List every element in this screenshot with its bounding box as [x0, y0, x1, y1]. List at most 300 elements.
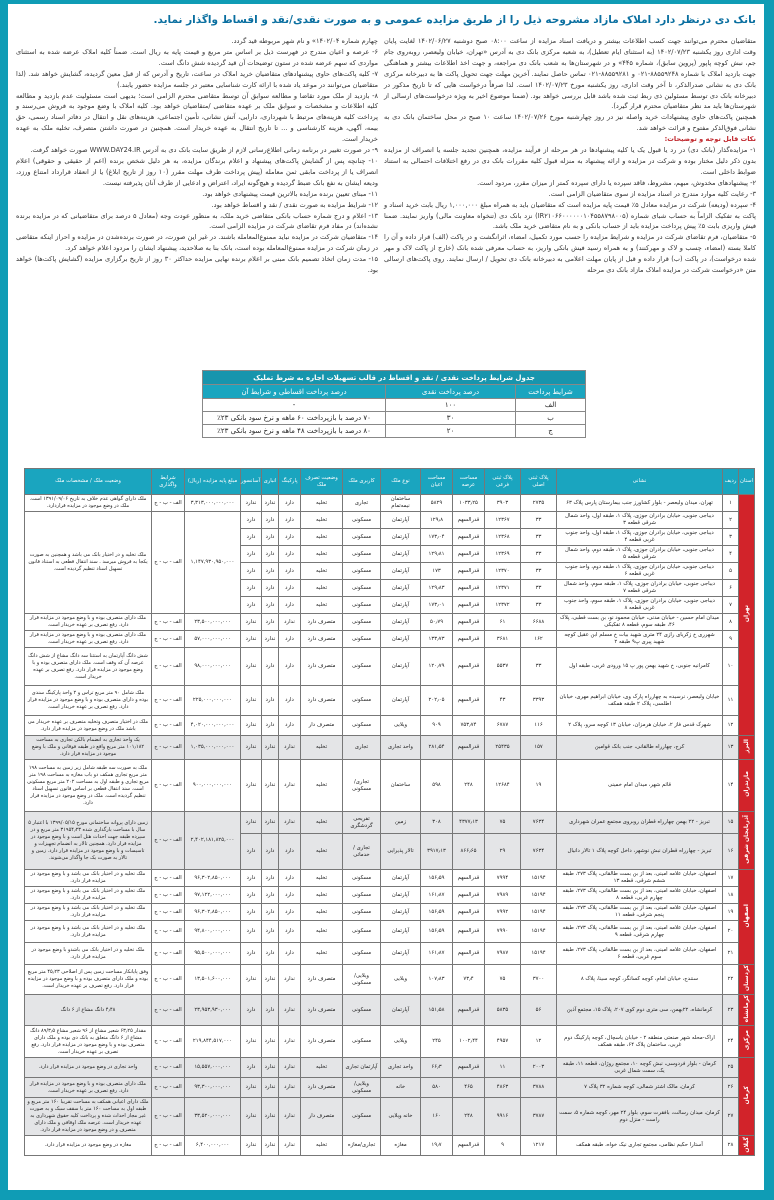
land-area: ۷۳٫۴ [453, 965, 485, 995]
base-price: ۲,۴۰۲,۱۸۱,۸۲۵,۰۰۰ [185, 812, 241, 870]
province-cell [739, 495, 755, 736]
sub-plate: ۷۹۹۲ [485, 904, 521, 921]
transfer-terms: الف - ب - ج [152, 512, 185, 614]
sub-plate: ۱۲۳۶۷ [485, 512, 521, 529]
property-type: آپارتمان [381, 904, 421, 921]
building-area: ۱۷۳٫۰۱ [421, 597, 453, 614]
table-row [25, 995, 755, 1026]
table-row [25, 921, 755, 943]
building-area: ۱۲۹٫۸۳ [421, 580, 453, 597]
table-header-cell: آسانسور [241, 469, 262, 495]
occupancy-status: متصرف دار [301, 1098, 343, 1136]
province-cell [739, 812, 755, 870]
note-item: ۱۵- مدت زمان اتخاذ تصمیم بانک مبنی بر اعلام برنده نهایی مزایده حداکثر ۳۰ روز از تاریخ برگزاری مزایده (گشایش پاکت‌ها) خواهد بود. [16, 255, 378, 275]
sub-plate: ۹۹۱۶ [485, 1098, 521, 1136]
land-area: ۴۳۷۷٫۱۳ [453, 812, 485, 834]
building-area: ۱۶۱٫۸۷ [421, 943, 453, 965]
table-row [25, 1026, 755, 1058]
building-area: ۵۹۸ [421, 760, 453, 812]
property-use: آپارتمان تجاری [343, 1058, 381, 1078]
property-type: خانه ویلایی [381, 1098, 421, 1136]
occupancy-status: تخلیه [301, 834, 343, 870]
base-price: ۳,۳۱۳,۰۰۰,۰۰۰,۰۰۰ [185, 495, 241, 512]
main-plate: ۳۳ [521, 580, 557, 597]
address: دیباجی جنوبی، خیابان برادران جوزی، پلاک ۱، طبقه سوم، واحد شمال شرقی قطعه ۷ [557, 580, 723, 597]
payment-cell: ب [516, 412, 586, 425]
occupancy-status: تخلیه [301, 870, 343, 887]
property-type: آپارتمان [381, 512, 421, 529]
note-item: ۱۰- چنانچه پس از گشایش پاکت‌های پیشنهاد و اعلام برندگان مزایده، به هر دلیل شخص برنده (اعم از حقیقی و حقوقی) اعلام انصراف یا از پرداخت مابقی ثمن معامله (پیش پرداخت ظرف مهلت مقرر (۱۰ روز از تاریخ ابلاغ) یا از انعقاد قرارداد امتناع ورزد، ودیعه ایشان به نفع بانک ضبط گردیده و هیچ‌گونه ایراد، اعتراض و ادعایی از طرف آنان پذیرفته نیست. [16, 156, 378, 187]
address: شهرک قدس فاز ۲، خیابان هرمزان، خیابان ۱۳ کوچه سرو، پلاک ۲ [557, 716, 723, 736]
building-area: ۱۷۳٫۰۴ [421, 529, 453, 546]
address: اصفهان، خیابان علامه امینی، بعد از بن بست طالقانی، پلاک ۲۷۳، طبقه چهارم شرقی، قطعه ۹ [557, 921, 723, 943]
main-plate: ۱۶۲ [521, 631, 557, 648]
table-row [25, 1058, 755, 1078]
property-use: مسکونی [343, 529, 381, 546]
elevator: دارد [241, 563, 262, 580]
note-item: ۳- رعایت کلیه موارد مندرج در اسناد مزایده از سوی متقاضیان الزامی است. [548, 189, 756, 198]
note-item: ۴- سپرده (ودیعه) شرکت در مزایده معادل ۵٪ قیمت پایه مزایده است که متقاضیان باید به همراه مبلغ ۱,۰۰۰,۰۰۰ ریال بابت خرید اسناد و پاکت به تفکیک الزاماً به حساب شبای شماره (IR۲۱۰۶۶۰۰۰۰۰۰۱۰۴۵۵۸۷۹۸۰۰۵) نزد بانک دی (تنخواه معاونت مالی) واریز نمایند. ضمنا فیش واریزی بابت ۵٪ پیش پرداخت مزایده باید از حساب بانکی و به نام متقاضی خرید ملک باشد. [384, 200, 756, 231]
address: میدان امام حسین - خیابان مدنی، خیابان محمود نو، بن بست قطبی، پلاک ۴۶، طبقه سوم، قطعه ۸ تفکیکی [557, 614, 723, 631]
base-price: ۲۳,۹۵۳,۹۳۰,۰۰۰ [185, 995, 241, 1026]
building-area: ۱۷۳ [421, 563, 453, 580]
land-area: ۲۴۸ [453, 1098, 485, 1136]
occupancy-status: متصرف دارد [301, 1026, 343, 1058]
frame-border-top [0, 0, 774, 4]
elevator: ندارد [241, 965, 262, 995]
property-use: مسکونی [343, 1026, 381, 1058]
base-price: ۴,۰۲۰,۰۰۰,۰۰۰,۰۰۰ [185, 716, 241, 736]
parking: دارد [279, 887, 301, 904]
frame-border-right [764, 0, 774, 1200]
land-area: ۷۵۳٫۷۴ [453, 716, 485, 736]
main-plate: ۱۵۱۹۴ [521, 921, 557, 943]
elevator: دارد [241, 887, 262, 904]
property-type: آپارتمان [381, 580, 421, 597]
note-item: ۶- عرصه و اعیان مندرج در فهرست ذیل بر اساس متر مربع و قیمت پایه به ریال است. ضمناً کلیه املاک عرضه شده به استثنای مواردی که سهم عرضه شده در ستون توضیحات آن قید گردیده شش دانگ است. [16, 47, 378, 67]
main-plate: ۲۰۰۳ [521, 1058, 557, 1078]
transfer-terms: الف - ب - ج [152, 495, 185, 512]
province-label: کرمانشاه [743, 995, 750, 1023]
sub-plate: ۶۱ [485, 614, 521, 631]
building-area: ۱۶۱٫۸۷ [421, 887, 453, 904]
property-use: تجاری [343, 495, 381, 512]
property-description: ملک تخلیه و در اختیار بانک می باشد و با وضع موجود در مزایده قرار دارد. [25, 870, 152, 887]
table-row [25, 686, 755, 716]
land-area: ۸۶۶٫۶۵ [453, 834, 485, 870]
elevator: دارد [241, 921, 262, 943]
base-price: ۲۲۵,۰۰۰,۰۰۰,۰۰۰ [185, 686, 241, 716]
land-area: قدرالسهم [453, 904, 485, 921]
storage: دارد [262, 887, 279, 904]
property-description: واحد تجاری در وضع موجود در مزایده قرار دارد. [25, 1058, 152, 1078]
note-item: ۱۴- متقاضیان شرکت در مزایده نباید ممنوع‌المعامله باشند. در غیر این صورت، در صورت برنده‌شدن در مزایده و احراز اینکه متقاضی در زمان شرکت در مزایده ممنوع‌المعامله بوده است، بانک بنا به صلاحدید، پیشنهاد ایشان را مردود اعلام خواهد کرد. [16, 233, 378, 253]
table-header-cell: شرایط واگذاری [152, 469, 185, 495]
sub-plate: ۷۹۹۴ [485, 870, 521, 887]
property-use: ویلایی/مسکونی [343, 1078, 381, 1098]
building-area: ۳۹۱۷٫۱۳ [421, 834, 453, 870]
property-use: تجاری/مسکونی [343, 760, 381, 812]
main-plate: ۱۹ [521, 760, 557, 812]
property-description: ملک دارای گواهی عدم خلاف به تاریخ ۱۳۹۱/۰۹/۰۶ است. ملک در وضع موجود در مزایده قراردارد. [25, 495, 152, 512]
province-label: تهران [743, 604, 750, 623]
address: شهرری خ زکریای رازی ۲۴ متری شهید بیات خ مسلم ابن عقیل کوچه شهید پیری پ۹ طبقه ۲ [557, 631, 723, 648]
payment-row [203, 399, 586, 412]
storage: دارد [262, 580, 279, 597]
land-area: قدرالسهم [453, 529, 485, 546]
row-number: ۱۶ [723, 834, 739, 870]
building-area: ۵۸۰ [421, 1078, 453, 1098]
property-type: ویلایی [381, 965, 421, 995]
sub-plate: ۷۹۸۷ [485, 943, 521, 965]
occupancy-status: متصرف دارد [301, 1078, 343, 1098]
auction-announcement [14, 6, 760, 1191]
property-type: مغازه [381, 1136, 421, 1156]
storage: دارد [262, 686, 279, 716]
parking: ندارد [279, 1098, 301, 1136]
table-row [25, 1098, 755, 1136]
property-description: ملک به صورت سه طبقه شامل زیر زمین به مساحت ۱۹۸ متر مربع تجاری همکف دو باب مغازه به مساحت ۱۹۸ متر مربع تجاری و طبقه اول به مساحت ۲۰۲ متر مربع مسکونی است. سند انتقال قطعی بر اساس قانون تسهیل اسناد تنظیم گردیده است. ملک در وضع موجود در مزایده قرار دارد. [25, 760, 152, 812]
storage: دارد [262, 648, 279, 686]
storage: دارد [262, 716, 279, 736]
property-type: تالار پذیرایی [381, 834, 421, 870]
payment-table-caption: جدول شرایط پرداخت نقدی / نقد و اقساط در قالب تسهیلات اجاره به شرط تملیک [203, 371, 586, 385]
parking: دارد [279, 597, 301, 614]
parking: ندارد [279, 812, 301, 834]
land-area: قدرالسهم [453, 631, 485, 648]
building-area: ۱۹٫۷ [421, 1136, 453, 1156]
storage: دارد [262, 512, 279, 529]
property-description: مغازه در وضع موجود در مزایده قرار دارد. [25, 1136, 152, 1156]
property-use: تفریحی گردشگری [343, 812, 381, 834]
property-description: ملک تخلیه و در اختیار بانک می باشد و با وضع موجود در مزایده قرار دارد. [25, 904, 152, 921]
payment-header: درصد پرداخت اقساطی و شرایط آن [203, 385, 386, 399]
parking: دارد [279, 529, 301, 546]
elevator: ندارد [241, 1136, 262, 1156]
transfer-terms: الف - ب - ج [152, 760, 185, 812]
payment-row [203, 412, 586, 425]
storage: ندارد [262, 1136, 279, 1156]
parking: ندارد [279, 1078, 301, 1098]
province-cell [739, 1026, 755, 1058]
building-area: ۱۲۰٫۷۹ [421, 648, 453, 686]
parking: ندارد [279, 965, 301, 995]
province-label: کرمان [743, 1086, 750, 1105]
table-header-cell: پارکینگ [279, 469, 301, 495]
land-area: قدرالسهم [453, 887, 485, 904]
row-number: ۲ [723, 512, 739, 529]
land-area: قدرالسهم [453, 512, 485, 529]
property-description: ملک دارای متصرف بوده و با وضع موجود در مزایده قرار دارد. رفع تصرف بر عهده خریدار است. [25, 631, 152, 648]
parking: دارد [279, 921, 301, 943]
sub-plate: ۵۸۳۵ [485, 995, 521, 1026]
occupancy-status: متصرف دارد [301, 648, 343, 686]
headline: بانک دی درنظر دارد املاک مازاد مشروحه ذیل را از طریق مزایده عمومی و به صورت نقدی/نقد و اقساط واگذار نماید. [153, 14, 756, 26]
note-item: چهارم شماره ۱۴۰۲/۰۴» و نام شهر مربوطه قید گردد. [231, 37, 378, 45]
occupancy-status: تخلیه [301, 887, 343, 904]
storage: دارد [262, 546, 279, 563]
payment-cell: ۷۰ درصد با بازپرداخت ۶۰ ماهه و نرخ سود بانکی ۲۳٪ [203, 412, 386, 425]
parking: ندارد [279, 1058, 301, 1078]
row-number: ۵ [723, 563, 739, 580]
parking: دارد [279, 563, 301, 580]
transfer-terms: الف - ب - ج [152, 736, 185, 760]
property-description: وفق پایانکار مساحت زمین پس از اصلاحی ۴۵٫۲۳ متر مربع بوده و ملک دارای متصرف بوده و با وضع موجود در مزایده قرار دارد. رفع تصرف بر عهده خریدار است. [25, 965, 152, 995]
parking: دارد [279, 716, 301, 736]
base-price: ۹۳,۳۰۰,۰۰۰,۰۰۰ [185, 1078, 241, 1098]
property-type: آپارتمان [381, 648, 421, 686]
land-area: قدرالسهم [453, 943, 485, 965]
main-plate: ۳۷۰۰ [521, 965, 557, 995]
table-header-cell: مساحت اعیان [421, 469, 453, 495]
property-description: ملک شامل ۹۰ متر مربع تراس و ۲ واحد پارکینگ سندی بوده و دارای متصرف بوده و با وضع موجود در مزایده قرار دارد. رفع تصرف بر عهده خریدار است. [25, 686, 152, 716]
land-area: قدرالسهم [453, 921, 485, 943]
storage: دارد [262, 870, 279, 887]
base-price: ۹۶,۳۰۲,۸۵۰,۰۰۰ [185, 870, 241, 887]
sub-plate: ۵۵۳۷ [485, 648, 521, 686]
base-price: ۱۳,۵۰۱,۶۰۰,۰۰۰ [185, 965, 241, 995]
province-label: مازندران [743, 771, 750, 797]
elevator: ندارد [241, 1026, 262, 1058]
land-area: ۲۴۸ [453, 760, 485, 812]
main-plate: ۱۵۱۹۴ [521, 870, 557, 887]
occupancy-status: متصرف دارد [301, 631, 343, 648]
land-area: قدرالسهم [453, 995, 485, 1026]
property-description: مقدار ۶۳٫۲۵ شعیر مشاع از ۹۶ شعیر مشاع ۸۹/۳٫۵ دانگ مشاع از ۶ دانگ متعلق به بانک دی بوده و ملک دارای متصرف بوده و با وضع موجود در مزایده قرار دارد. رفع تصرف بر عهده خریدار است. [25, 1026, 152, 1058]
property-type: آپارتمان [381, 597, 421, 614]
payment-cell: ۸۰ درصد با بازپرداخت ۴۸ ماهه و نرخ سود بانکی ۲۳٪ [203, 425, 386, 438]
property-use: مسکونی [343, 870, 381, 887]
payment-cell: ۳۰ [386, 412, 516, 425]
row-number: ۳ [723, 529, 739, 546]
row-number: ۲۶ [723, 1078, 739, 1098]
table-row [25, 965, 755, 995]
parking: دارد [279, 546, 301, 563]
province-cell [739, 995, 755, 1026]
province-cell [739, 760, 755, 812]
row-number: ۲۰ [723, 921, 739, 943]
occupancy-status: متصرف دارد [301, 686, 343, 716]
parking: ندارد [279, 736, 301, 760]
building-area: ۱۳۳٫۷۳ [421, 631, 453, 648]
address: اصفهان، خیابان علامه امینی، بعد از بن بست طالقانی، پلاک ۲۷۳، طبقه سوم غربی، قطعه ۶ [557, 943, 723, 965]
address: کرمان - بلوار فردوسی، نبش کوچه ۱۰، مجتمع روژان، قطعه ۱۱، طبقه یک، سمت شمال غربی [557, 1058, 723, 1078]
province-label: گیلان [743, 1136, 750, 1153]
province-label: کردستان [743, 965, 750, 992]
table-row [25, 512, 755, 529]
transfer-terms: الف - ب - ج [152, 887, 185, 904]
row-number: ۱ [723, 495, 739, 512]
property-type: ویلایی [381, 716, 421, 736]
table-row [25, 1078, 755, 1098]
occupancy-status: تخلیه [301, 580, 343, 597]
row-number: ۲۳ [723, 995, 739, 1026]
payment-header: شرایط پرداخت [516, 385, 586, 399]
building-area: ۱۵۶٫۵۹ [421, 870, 453, 887]
row-number: ۱۵ [723, 812, 739, 834]
property-use: تجاری [343, 736, 381, 760]
address: اراک-محله شهر صنعتی منطقه ۲ - خیابان یاسچال، کوچه پارکینگ دوم غربی، ساختمان پلاک ۶۴، طبقه همکف [557, 1026, 723, 1058]
elevator: ندارد [241, 631, 262, 648]
base-price: ۲۱۹,۸۴۴,۵۱۷,۰۰۰ [185, 1026, 241, 1058]
province-cell [739, 965, 755, 995]
property-use: مسکونی [343, 614, 381, 631]
sub-plate: ۱۲۳۷۰ [485, 563, 521, 580]
address: سنندج، خیابان امام، کوچه کسانگر، کوچه سینا، پلاک ۸ [557, 965, 723, 995]
row-number: ۲۱ [723, 943, 739, 965]
base-price: ۹۸,۰۰۰,۰۰۰,۰۰۰ [185, 648, 241, 686]
main-plate: ۱۵۱۹۴ [521, 887, 557, 904]
building-area: ۱۵۶٫۵۹ [421, 921, 453, 943]
property-type: ساختمان نیمه‌تمام [381, 495, 421, 512]
elevator: ندارد [241, 1078, 262, 1098]
province-cell [739, 870, 755, 965]
row-number: ۱۹ [723, 904, 739, 921]
occupancy-status: متصرف دار [301, 716, 343, 736]
elevator: ندارد [241, 648, 262, 686]
address: تبریز - چهارراه قطران نبش نوشهر، داخل کوچه پلاک ۱ تالار دانیال [557, 834, 723, 870]
building-area: ۱۶۰ [421, 1098, 453, 1136]
payment-cell: ۱۰۰ [386, 399, 516, 412]
parking: ندارد [279, 1136, 301, 1156]
base-price: ۹۶,۳۰۲,۸۵۰,۰۰۰ [185, 904, 241, 921]
address: اصفهان، خیابان علامه امینی، بعد از بن بست طالقانی، پلاک ۲۷۳، طبقه چهارم غربی، قطعه ۸ [557, 887, 723, 904]
main-plate: ۳۳ [521, 529, 557, 546]
table-header-cell: مساحت عرصه [453, 469, 485, 495]
sub-plate: ۱۲۳۶۹ [485, 546, 521, 563]
base-price: ۹۵,۵۰۰,۰۰۰,۰۰۰ [185, 943, 241, 965]
parking: دارد [279, 495, 301, 512]
table-header-cell: نوع ملک [381, 469, 421, 495]
note-item: ۷- کلیه پاکت‌های حاوی پیشنهادهای متقاضیان خرید املاک در ساعت، تاریخ و آدرس که از قبل معین گردیده، گشایش خواهد شد. (لذا متقاضیان می‌توانند در موعد یاد شده با ارائه کارت شناسایی معتبر در جلسه مزایده حضور یابند.) [16, 69, 378, 89]
property-use: مسکونی [343, 580, 381, 597]
elevator: ندارد [241, 495, 262, 512]
notes-heading: نکات قابل توجه و توضیحات: [664, 135, 756, 144]
property-description: ملک دارای متصرف بوده و با وضع موجود در مزایده قرار دارد. رفع تصرف بر عهده خریدار است. [25, 1078, 152, 1098]
address: تبریز - ۲۲ بهمن چهارراه قطران روبروی مجتمع عمران شهرداری [557, 812, 723, 834]
sub-plate: ۱۲۶۸۴ [485, 760, 521, 812]
province-label: البرز [743, 739, 750, 753]
storage: دارد [262, 995, 279, 1026]
building-area: ۵۸۲۹ [421, 495, 453, 512]
building-area: ۱۰۷٫۸۳ [421, 965, 453, 995]
base-price: ۵۷,۰۰۰,۰۰۰,۰۰۰ [185, 631, 241, 648]
table-row [25, 904, 755, 921]
base-price: ۹۷,۱۲۲,۰۰۰,۰۰۰ [185, 887, 241, 904]
transfer-terms: الف - ب - ج [152, 1098, 185, 1136]
base-price: ۱۵,۵۵۷,۰۰۰,۰۰۰ [185, 1058, 241, 1078]
address: دیباجی جنوبی، خیابان برادران جوزی، پلاک ۱، طبقه اول، واحد جنوب غربی قطعه ۴ [557, 529, 723, 546]
address: دیباجی جنوبی، خیابان برادران جوزی، پلاک ۱، طبقه اول، واحد شمال شرقی قطعه ۳ [557, 512, 723, 529]
property-use: مسکونی [343, 716, 381, 736]
table-row [25, 614, 755, 631]
table-header-cell: ردیف [723, 469, 739, 495]
elevator: ندارد [241, 760, 262, 812]
row-number: ۱۴ [723, 760, 739, 812]
base-price: ۶,۴۰۰,۰۰۰,۰۰۰ [185, 1136, 241, 1156]
occupancy-status: تخلیه [301, 921, 343, 943]
property-type: آپارتمان [381, 546, 421, 563]
base-price: ۳۳,۵۲۰,۰۰۰,۰۰۰ [185, 1098, 241, 1136]
elevator: دارد [241, 597, 262, 614]
base-price: ۲۳,۵۰۰,۰۰۰,۰۰۰ [185, 614, 241, 631]
transfer-terms: الف - ب - ج [152, 614, 185, 631]
table-header-cell: استان [739, 469, 755, 495]
property-use: مسکونی [343, 648, 381, 686]
property-description: ملک تخلیه و در اختیار بانک می باشد و با وضع موجود در مزایده قرار دارد. [25, 921, 152, 943]
property-type: آپارتمان [381, 887, 421, 904]
property-use: تجاری / خدماتی [343, 834, 381, 870]
transfer-terms: الف - ب - ج [152, 686, 185, 716]
building-area: ۱۲۹٫۸ [421, 512, 453, 529]
occupancy-status: تخلیه [301, 597, 343, 614]
address: کرج، چهارراه طالقانی، جنب بانک قوامین [557, 736, 723, 760]
elevator: دارد [241, 995, 262, 1026]
storage: ندارد [262, 1078, 279, 1098]
land-area: قدرالسهم [453, 1058, 485, 1078]
property-type: آپارتمان [381, 921, 421, 943]
storage: دارد [262, 597, 279, 614]
row-number: ۱۸ [723, 887, 739, 904]
transfer-terms: الف - ب - ج [152, 904, 185, 921]
occupancy-status: تخلیه [301, 760, 343, 812]
parking: ندارد [279, 614, 301, 631]
property-type: آپارتمان [381, 631, 421, 648]
table-row [25, 887, 755, 904]
property-type: آپارتمان [381, 686, 421, 716]
province-label: اصفهان [743, 903, 750, 928]
elevator: دارد [241, 1058, 262, 1078]
row-number: ۸ [723, 614, 739, 631]
properties-table [24, 468, 755, 1156]
property-type: زمین [381, 812, 421, 834]
main-plate: ۳۷۸۸ [521, 1078, 557, 1098]
frame-border-left [0, 0, 8, 1200]
elevator: ندارد [241, 812, 262, 834]
table-row [25, 943, 755, 965]
sub-plate: ۷۵ [485, 812, 521, 834]
parking: دارد [279, 870, 301, 887]
main-plate: ۳۳ [521, 563, 557, 580]
frame-border-bottom [0, 1190, 774, 1200]
table-header-cell: انباری [262, 469, 279, 495]
building-area: ۹۰۹ [421, 716, 453, 736]
address: خیابان ولیعصر، نرسیده به چهارراه پارک وی، خیابان ابراهیم مهری، خیابان اطلسی، پلاک ۲ طبقه همکف [557, 686, 723, 716]
province-label: آذربایجان شرقی [743, 814, 750, 864]
property-description: ملک در اختیار متصرف وتخلیه متصرف بر عهده خریدار می باشد ملک در وضع موجود در مزایده قرار دارد. [25, 716, 152, 736]
table-header-cell: وضعیت ملک / مشخصات ملک [25, 469, 152, 495]
property-description: ملک دارای متصرف بوده و با وضع موجود در مزایده قرار دارد. رفع تصرف بر عهده خریدار است. [25, 614, 152, 631]
transfer-terms: الف - ب - ج [152, 965, 185, 995]
property-description: ملک تخلیه و در اختیار بانک می باشد و همچنین به صورت یکجا به فروش میرسد . سند انتقال قطعی به استناد قانون تسهیل اسناد تنظیم گردیده است. [25, 512, 152, 614]
province-cell [739, 736, 755, 760]
sub-plate: ۶۷۸۷ [485, 716, 521, 736]
table-header-cell: پلاک ثبتی فرعی [485, 469, 521, 495]
land-area: قدرالسهم [453, 580, 485, 597]
base-price: ۱,۰۳۵,۰۰۰,۰۰۰,۰۰۰ [185, 736, 241, 760]
property-use: مسکونی [343, 686, 381, 716]
main-plate: ۳۳ [521, 597, 557, 614]
elevator: دارد [241, 870, 262, 887]
intro-column [384, 36, 756, 276]
note-item: ۱۲- شرایط مزایده به صورت نقدی / نقد و اقساط خواهد بود. [211, 200, 378, 209]
occupancy-status: تخلیه [301, 943, 343, 965]
property-use: مسکونی [343, 631, 381, 648]
table-header-cell: پلاک ثبتی اصلی [521, 469, 557, 495]
land-area: قدرالسهم [453, 546, 485, 563]
occupancy-status: متصرف دارد [301, 995, 343, 1026]
row-number: ۱۲ [723, 716, 739, 736]
